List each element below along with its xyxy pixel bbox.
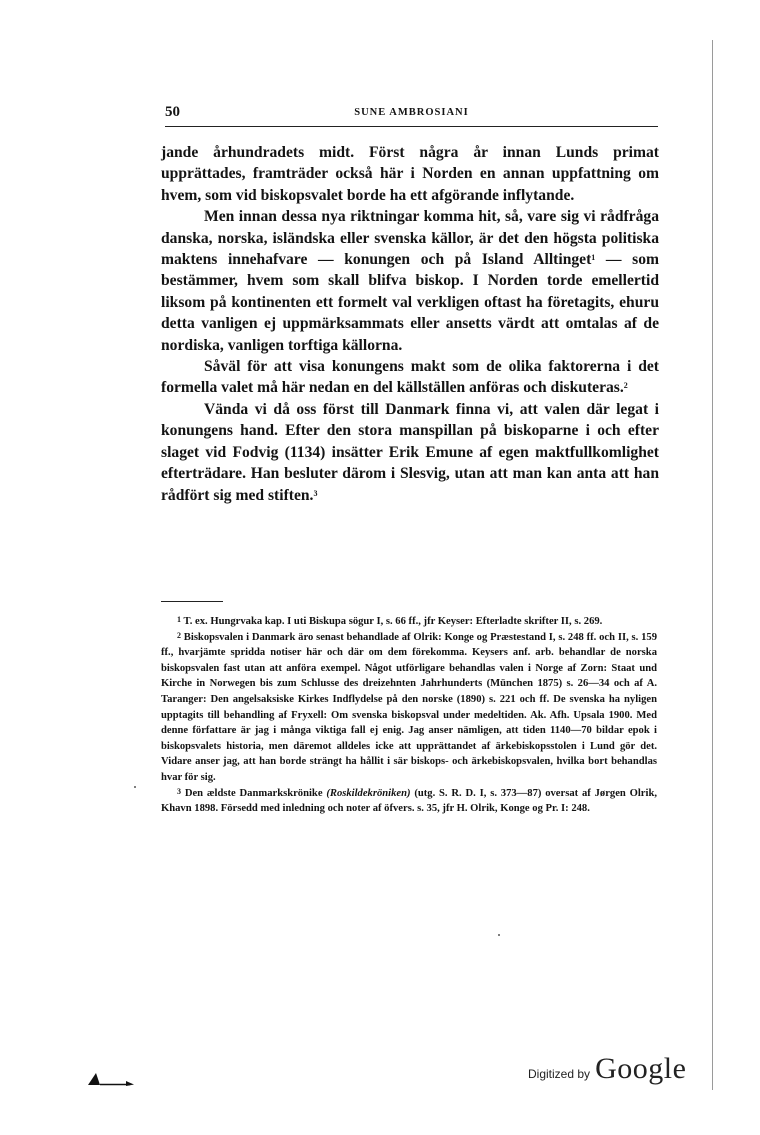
page-edge-line (712, 40, 713, 1090)
margin-dot (134, 786, 136, 788)
footnote-ref-2: 2 (623, 381, 628, 391)
margin-dot (498, 934, 500, 936)
footnote-1: $^1$ T. ex. Hungrvaka kap. I uti Biskupa sögur I, s. 66 ff., jfr Keyser: Efterladte skrifter II, s. 269. (177, 615, 603, 627)
footnotes (161, 614, 657, 817)
paragraph-1: jande århundradets midt. Först några år innan Lunds primat upprättades, framträder också här i Norden en annan uppfattning om hvem, som vid biskopsvalet borde ha ett afgörande inflytande. (161, 144, 659, 204)
footnote-ref-3: 3 (313, 488, 318, 498)
page-number: 50 (165, 104, 180, 120)
google-logo: Google (595, 1052, 687, 1085)
body-text (161, 142, 659, 506)
footnote-3: $^3$ Den ældste Danmarkskrönike (Roskildekröniken) (utg. S. R. D. I, s. 373—87) oversat af Jørgen Olrik, Khavn 1898. Försedd med inledning och noter af öfvers. s. 35, jfr H. Olrik, Konge og Pr. I: 248. (161, 786, 657, 815)
digitized-watermark (528, 1052, 686, 1086)
footnote-ref-1: 1 (591, 253, 596, 263)
page-header (165, 104, 658, 127)
digitized-label: Digitized by (528, 1067, 591, 1081)
footnote-3-title: (Roskildekröniken) (326, 787, 411, 799)
paragraph-2: Men innan dessa nya riktningar komma hit, så, vare sig vi rådfråga danska, norska, isländska eller svenska källor, är det den högsta politiska maktens innehafvare — konungen och på Island Alltinget$^1$ — som bestämmer, hvem som skall blifva biskop. I Norden torde emellertid liksom på kontinenten ett formelt val verkligen oftast ha företagits, ehuru detta vanligen ej uppmärksammats eller ansetts värdt att omtalas af de nordiska, vanligen torftiga källorna. (161, 208, 659, 354)
footnote-rule (161, 601, 223, 602)
page-corner-arrow-icon (86, 1072, 136, 1086)
running-head: SUNE AMBROSIANI (354, 107, 469, 118)
paragraph-4: Vända vi då oss först till Danmark finna vi, att valen där legat i konungens hand. Efter den stora manspillan på biskoparne i och efter slaget vid Fodvig (1134) insätter Erik Emune af egen maktfullkomlighet efterträdare. Han besluter därom i Slesvig, utan att man kan anta att han rådfört sig med stiften.$^3$ (161, 400, 659, 504)
paragraph-3: Såväl för att visa konungens makt som de olika faktorerna i det formella valet må här nedan en del källställen anföras och diskuteras.$^2$ (161, 358, 659, 397)
footnote-2: $^2$ Biskopsvalen i Danmark äro senast behandlade af Olrik: Konge og Præstestand I, s. 248 ff. och II, s. 159 ff., hvarjämte spridda notiser här och där om dem förekomma. Keysers anf. arb. behandlar de norska biskopsvalen fast utan att anföra exempel. Något utförligare behandlas valen i Norge af Zorn: Staat und Kirche in Norwegen bis zum Schlusse des dreizehnten Jahrhunderts (München 1875) s. 26—34 och af A. Taranger: Den angelsaksiske Kirkes Indflydelse på den norske (1890) s. 221 och ff. De svenska ha nyligen upptagits till behandling af Fryxell: Om svenska biskopsval under medeltiden. Ak. Afh. Upsala 1900. Med denne författare är jag i många viktiga fall ej enig. Jag anser nämligen, att tiden 1140—70 bildar epok i biskopsvalets historia, men däremot alldeles icke att upprättandet af ärkebiskopsstolen i Lund gör det. Vidare anser jag, att han borde strängt ha hållit i sär biskops- och ärkebiskopsvalen, hvilka bort behandlas hvar för sig. (161, 630, 657, 783)
